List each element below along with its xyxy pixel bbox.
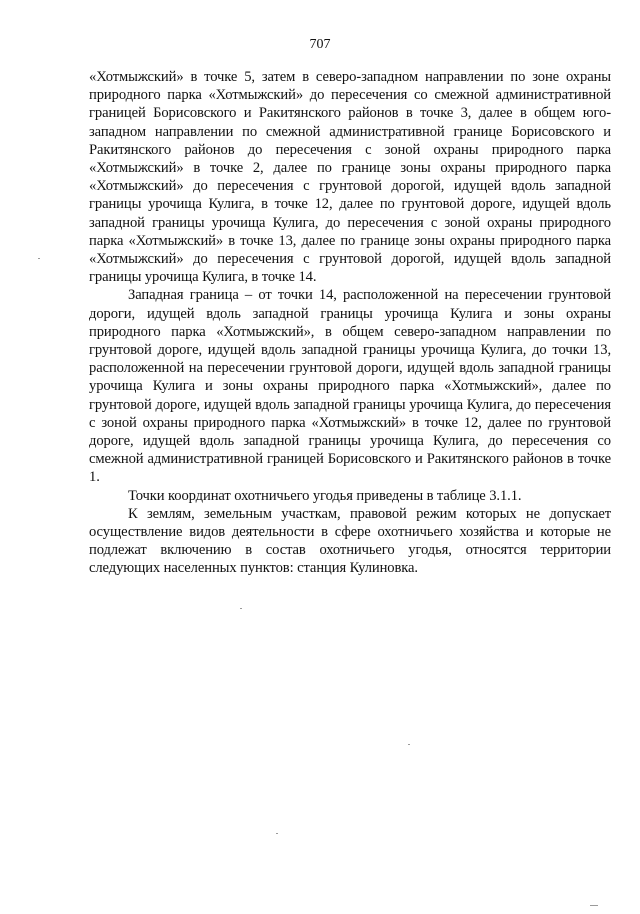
scan-speck — [38, 258, 40, 259]
scan-speck — [276, 833, 278, 834]
paragraph-coordinates-reference: Точки координат охотничьего угодья приведены в таблице 3.1.1. — [128, 487, 522, 504]
paragraph-excluded-lands: К землям, земельным участкам, правовой режим которых не допускает осуществление видов деятельности в сфере охотничьего хозяйства и которые не подлежат включению в состав охотничьего угодья, относятся территории следующих населенных пунктов: станция Кулиновка. — [89, 505, 611, 577]
scan-speck — [590, 905, 598, 906]
scan-speck — [240, 608, 242, 609]
scan-speck — [408, 744, 410, 745]
page-number: 707 — [309, 37, 331, 52]
paragraph-western-boundary: Западная граница – от точки 14, расположенной на пересечении грунтовой дороги, идущей вдоль западной границы урочища Кулига и зоны охраны природного парка «Хотмыжский», в общем северо-западном направлении по грунтовой дороге, идущей вдоль западной границы урочища Кулига, до точки 13, расположенной на пересечении грунтовой дороги, идущей вдоль западной границы урочища Кулига и зоны охраны природного парка «Хотмыжский», далее по грунтовой дороге, идущей вдоль западной границы урочища Кулига, до пересечения с зоной охраны природного парка «Хотмыжский» в точке 12, далее по грунтовой дороге, идущей вдоль западной границы урочища Кулига, до пересечения со смежной административной границей Борисовского и Ракитянского районов в точке 1. — [89, 287, 611, 486]
paragraph-eastern-boundary-continued: «Хотмыжский» в точке 5, затем в северо-западном направлении по зоне охраны природного парка «Хотмыжский» до пересечения со смежной административной границей Борисовского и Ракитянского районов в точке 3, далее в общем юго-западном направлении по смежной административной границе Борисовского и Ракитянского районов до пересечения с зоной охраны природного парка «Хотмыжский» в точке 2, далее по границе зоны охраны природного парка «Хотмыжский» до пересечения с грунтовой дорогой, идущей вдоль западной границы урочища Кулига, в точке 12, далее по грунтовой дороге, идущей вдоль западной границы урочища Кулига, до пересечения с зоной охраны природного парка «Хотмыжский» в точке 13, далее по границе зоны охраны природного парка «Хотмыжский» до пересечения с грунтовой дорогой, идущей вдоль западной границы урочища Кулига, в точке 14. — [89, 69, 611, 286]
document-body — [89, 68, 611, 578]
